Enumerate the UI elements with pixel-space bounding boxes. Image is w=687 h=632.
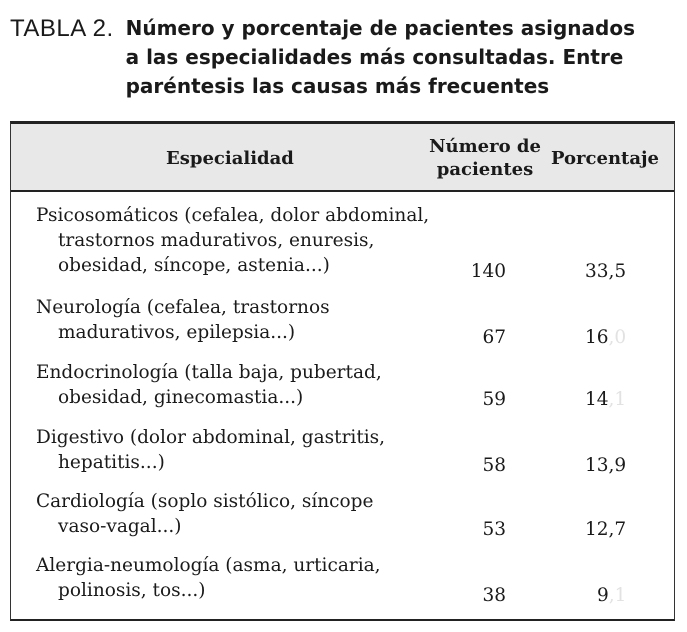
- especialidad-line: Psicosomáticos (cefalea, dolor abdominal,: [36, 205, 430, 226]
- header-numero-line1: Número de: [429, 136, 541, 157]
- especialidad-line: vaso-vagal...): [58, 516, 182, 537]
- title-line: a las especialidades más consultadas. Entre: [125, 45, 624, 69]
- porcentaje-value: 12,7: [585, 519, 627, 540]
- especialidad-line: obesidad, síncope, astenia...): [58, 255, 330, 276]
- cell-especialidad: [36, 295, 330, 345]
- porcentaje-value: 9: [597, 585, 609, 606]
- cell-especialidad: [36, 360, 382, 410]
- header-numero-pacientes: [429, 135, 541, 181]
- porcentaje-value: 13,9: [585, 455, 627, 476]
- cell-pacientes: 38: [482, 585, 506, 606]
- porcentaje-ghost: ,1: [608, 585, 627, 606]
- header-porcentaje: Porcentaje: [551, 148, 659, 169]
- especialidad-line: Digestivo (dolor abdominal, gastritis,: [36, 427, 386, 448]
- data-table: [10, 121, 675, 621]
- cell-especialidad: [36, 553, 381, 603]
- especialidad-line: hepatitis...): [58, 452, 165, 473]
- porcentaje-value: 16: [585, 327, 609, 348]
- porcentaje-value: 33,5: [585, 261, 627, 282]
- especialidad-line: Cardiología (soplo sistólico, síncope: [36, 491, 374, 512]
- especialidad-line: polinosis, tos...): [58, 580, 206, 601]
- especialidad-line: Neurología (cefalea, trastornos: [36, 297, 330, 318]
- table-caption: [10, 14, 678, 101]
- table-header-row: [11, 124, 674, 192]
- title-line: paréntesis las causas más frecuentes: [125, 74, 550, 98]
- porcentaje-ghost: ,1: [608, 389, 627, 410]
- cell-pacientes: 140: [470, 261, 506, 282]
- title-line: Número y porcentaje de pacientes asignados: [125, 16, 636, 40]
- table-label: TABLA 2.: [10, 15, 114, 42]
- header-numero-line2: pacientes: [436, 159, 534, 180]
- especialidad-line: trastornos madurativos, enuresis,: [58, 230, 375, 251]
- header-especialidad: Especialidad: [166, 148, 294, 169]
- cell-porcentaje: [585, 387, 626, 412]
- cell-especialidad: [36, 203, 429, 278]
- especialidad-line: Endocrinología (talla baja, pubertad,: [36, 362, 382, 383]
- cell-porcentaje: [585, 517, 626, 542]
- cell-porcentaje: [585, 453, 626, 478]
- cell-especialidad: [36, 489, 373, 539]
- especialidad-line: Alergia-neumología (asma, urticaria,: [36, 555, 381, 576]
- porcentaje-ghost: ,0: [608, 327, 627, 348]
- cell-pacientes: 53: [482, 519, 506, 540]
- cell-porcentaje: [585, 259, 626, 284]
- porcentaje-value: 14: [585, 389, 609, 410]
- cell-porcentaje: [585, 325, 626, 350]
- cell-pacientes: 59: [482, 389, 506, 410]
- cell-porcentaje: [597, 583, 626, 608]
- cell-especialidad: [36, 425, 385, 475]
- especialidad-line: madurativos, epilepsia...): [58, 322, 296, 343]
- cell-pacientes: 58: [482, 455, 506, 476]
- table-title: [126, 14, 635, 101]
- especialidad-line: obesidad, ginecomastia...): [58, 387, 304, 408]
- cell-pacientes: 67: [482, 327, 506, 348]
